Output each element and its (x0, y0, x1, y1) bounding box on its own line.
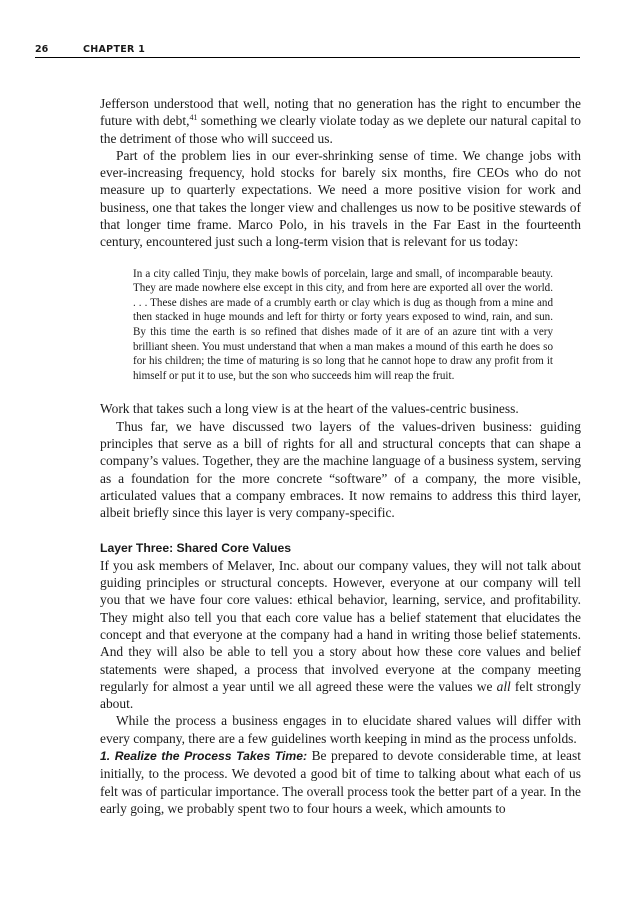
paragraph-two-layers: Thus far, we have discussed two layers of the values-driven business: guiding principles that serve as a bill of rights for all and structural concepts that can shape a company’s values. Together, they are the machine language of a business system, serving as a foundation for the more concrete “software” of a company, the more visible, articulated values that a company embraces. It now remains to address this third layer, albeit briefly since this layer is very company-specific. (100, 418, 581, 521)
paragraph-jefferson: Jefferson understood that well, noting that no generation has the right to encumber the future with debt,$^{41}$ something we clearly violate today as we deplete our natural capital to the detriment of those who will succeed us. (100, 96, 581, 146)
guideline-1-title: 1. Realize the Process Takes Time: (100, 749, 308, 764)
paragraph-long-view: Work that takes such a long view is at the heart of the values-centric business. (100, 401, 519, 417)
page-number: 26 (35, 44, 49, 55)
running-head (35, 43, 580, 58)
block-quote-marco-polo: In a city called Tinju, they make bowls of porcelain, large and small, of incomparable beauty. They are made nowhere else except in this city, and from here are exported all over the world. . . . These dishes are made of a crumbly earth or clay which is dug as though from a mine and then stacked in huge mounds and left for thirty or forty years exposed to wind, rain, and sun. By this time the earth is so refined that dishes made of it are of an azure tint with a very brilliant sheen. You must understand that when a man makes a mound of this earth he does so for his children; the time of maturing is so long that he cannot hope to draw any profit from it himself or put it to use, but the son who succeeds him will reap the fruit. (133, 267, 553, 382)
endnote-reference: 41 (189, 113, 198, 123)
chapter-label: CHAPTER 1 (83, 44, 146, 55)
body-text (100, 95, 581, 817)
section-heading: Layer Three: Shared Core Values (100, 540, 292, 555)
paragraph-sense-of-time: Part of the problem lies in our ever-shrinking sense of time. We change jobs with ever-increasing frequency, hold stocks for barely six months, fire CEOs who do not measure up to quarterly expectations. We need a more positive vision for work and business, one that takes the longer view and challenges us now to be positive stewards of that longer time frame. Marco Polo, in his travels in the Far East in the fourteenth century, encountered just such a long-term vision that is relevant for us today: (100, 147, 581, 250)
emphasis-all: all (496, 678, 511, 694)
paragraph-melaver-values: If you ask members of Melaver, Inc. about our company values, they will not talk about guiding principles or structural concepts. However, everyone at our company will tell you that we have four core values: ethical behavior, learning, service, and profitability. They might also tell you that each core value has a belief statement that elucidates the concept and that everyone at the company had a hand in writing those belief statements. And they will also be able to tell you a story about how these core values and belief statements were shaped, a process that involved everyone at the company meeting regularly for almost a year until we all agreed these were the values we all felt strongly about. (100, 557, 581, 712)
paragraph-guidelines-intro: While the process a business engages in to elucidate shared values will differ with every company, there are a few guidelines worth keeping in mind as the process unfolds. (100, 713, 581, 746)
paragraph-guideline-1: 1. Realize the Process Takes Time: Be prepared to devote considerable time, at least initially, to the process. We devoted a good bit of time to talking about what each of us felt was of particular importance. The overall process took the better part of a year. In the early going, we probably spent two to four hours a week, which amounts to (100, 748, 581, 816)
